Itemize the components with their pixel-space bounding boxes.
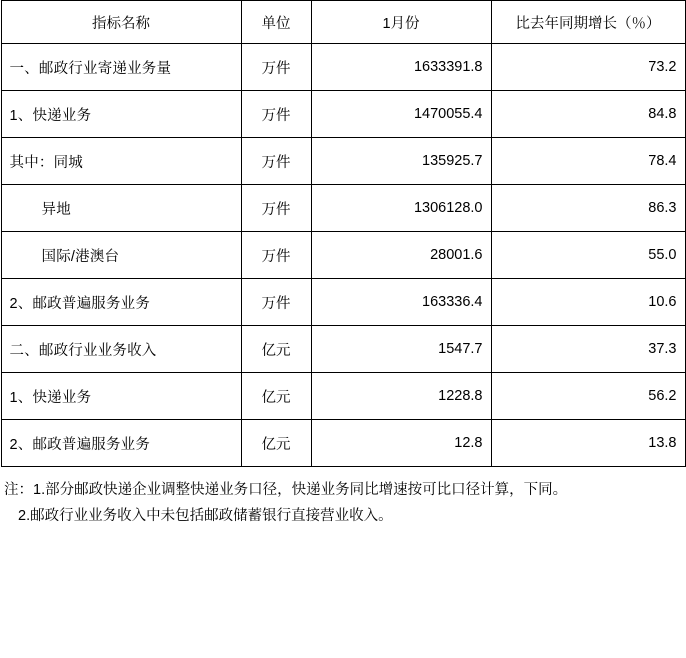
table-row	[1, 373, 685, 420]
postal-statistics-table	[1, 0, 686, 467]
row-label: 国际/港澳台	[1, 232, 241, 279]
row-january-value: 12.8	[311, 420, 491, 467]
row-label: 2、邮政普遍服务业务	[1, 279, 241, 326]
table-row	[1, 138, 685, 185]
row-unit: 万件	[241, 138, 311, 185]
row-growth-value: 13.8	[491, 420, 685, 467]
row-unit: 万件	[241, 91, 311, 138]
row-january-value: 28001.6	[311, 232, 491, 279]
row-january-value: 1228.8	[311, 373, 491, 420]
row-january-value: 163336.4	[311, 279, 491, 326]
row-unit: 亿元	[241, 373, 311, 420]
row-label: 一、邮政行业寄递业务量	[1, 44, 241, 91]
row-label: 二、邮政行业业务收入	[1, 326, 241, 373]
row-january-value: 1470055.4	[311, 91, 491, 138]
row-unit: 万件	[241, 232, 311, 279]
table-row	[1, 420, 685, 467]
row-growth-value: 55.0	[491, 232, 685, 279]
row-unit: 亿元	[241, 420, 311, 467]
row-unit: 亿元	[241, 326, 311, 373]
row-january-value: 1547.7	[311, 326, 491, 373]
column-header-indicator: 指标名称	[1, 1, 241, 44]
table-row	[1, 232, 685, 279]
header-row	[1, 1, 685, 44]
table-row	[1, 326, 685, 373]
row-unit: 万件	[241, 44, 311, 91]
row-unit: 万件	[241, 185, 311, 232]
table-header	[1, 1, 685, 44]
row-january-value: 1633391.8	[311, 44, 491, 91]
row-label: 2、邮政普遍服务业务	[1, 420, 241, 467]
table-row	[1, 279, 685, 326]
table-row	[1, 44, 685, 91]
row-growth-value: 84.8	[491, 91, 685, 138]
row-unit: 万件	[241, 279, 311, 326]
table-notes	[4, 477, 682, 529]
row-label: 异地	[1, 185, 241, 232]
row-growth-value: 37.3	[491, 326, 685, 373]
column-header-unit: 单位	[241, 1, 311, 44]
column-header-growth: 比去年同期增长（％）	[491, 1, 685, 44]
row-january-value: 1306128.0	[311, 185, 491, 232]
column-header-january: 1月份	[311, 1, 491, 44]
row-growth-value: 73.2	[491, 44, 685, 91]
row-growth-value: 10.6	[491, 279, 685, 326]
row-label: 1、快递业务	[1, 373, 241, 420]
row-label: 其中：同城	[1, 138, 241, 185]
row-january-value: 135925.7	[311, 138, 491, 185]
note-line-2: 2.邮政行业业务收入中未包括邮政储蓄银行直接营业收入。	[18, 508, 393, 524]
note-line-1: 注：1.部分邮政快递企业调整快递业务口径，快递业务同比增速按可比口径计算，下同。	[4, 482, 568, 498]
row-growth-value: 78.4	[491, 138, 685, 185]
row-label: 1、快递业务	[1, 91, 241, 138]
table-row	[1, 91, 685, 138]
table-body	[1, 44, 685, 467]
row-growth-value: 56.2	[491, 373, 685, 420]
table-row	[1, 185, 685, 232]
row-growth-value: 86.3	[491, 185, 685, 232]
